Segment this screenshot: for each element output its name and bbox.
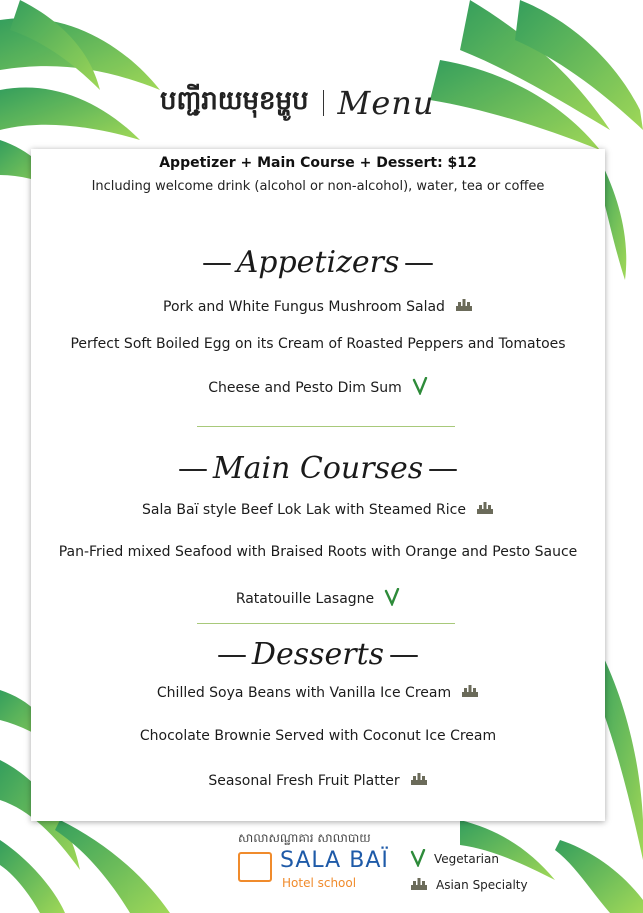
section-divider xyxy=(197,426,455,427)
asian-specialty-icon xyxy=(455,298,473,316)
section-title-main-courses: Main Courses xyxy=(31,451,605,486)
price-line: Appetizer + Main Course + Dessert: $12 xyxy=(159,155,477,171)
section-title-appetizers: Appetizers xyxy=(31,245,605,280)
title-separator xyxy=(323,90,324,116)
vegetarian-icon xyxy=(384,588,400,610)
menu-item: Perfect Soft Boiled Egg on its Cream of Roasted Peppers and Tomatoes xyxy=(70,336,566,352)
swash-left xyxy=(218,655,246,657)
logo-emblem-icon xyxy=(238,852,272,882)
including-line: Including welcome drink (alcohol or non-alcohol), water, tea or coffee xyxy=(91,179,545,194)
menu-item: Chocolate Brownie Served with Coconut Ice Cream xyxy=(139,728,497,744)
asian-specialty-icon xyxy=(476,501,494,519)
swash-left xyxy=(179,469,207,471)
menu-item: Sala Baï style Beef Lok Lak with Steamed Rice xyxy=(31,501,605,519)
logo-khmer-text: សាលាសណ្ឋាគារ សាលាបាយ xyxy=(238,831,371,845)
menu-item: Ratatouille Lasagne xyxy=(31,588,605,610)
swash-right xyxy=(429,469,457,471)
vegetarian-icon xyxy=(410,849,426,870)
legend-item-vegetarian xyxy=(410,846,528,872)
swash-right xyxy=(405,263,433,265)
legend-item-asian-specialty xyxy=(410,872,528,898)
asian-specialty-icon xyxy=(410,877,428,894)
menu-item: Pan-Fried mixed Seafood with Braised Roots with Orange and Pesto Sauce xyxy=(58,544,578,560)
menu-item: Seasonal Fresh Fruit Platter xyxy=(31,772,605,790)
asian-specialty-icon xyxy=(410,772,428,790)
section-title-desserts: Desserts xyxy=(31,637,605,672)
title-latin: Menu xyxy=(337,84,435,122)
legend-label: Asian Specialty xyxy=(436,878,528,892)
sala-bai-logo xyxy=(236,830,396,900)
menu-item: Cheese and Pesto Dim Sum xyxy=(31,377,605,399)
logo-sub-text: Hotel school xyxy=(282,876,357,890)
menu-card xyxy=(31,149,605,821)
title-khmer: បញ្ជីរាយមុខម្ហូប xyxy=(160,86,309,116)
legend xyxy=(410,846,528,898)
swash-left xyxy=(203,263,231,265)
legend-label: Vegetarian xyxy=(434,852,499,866)
asian-specialty-icon xyxy=(461,684,479,702)
section-divider xyxy=(197,623,455,624)
swash-right xyxy=(390,655,418,657)
menu-title xyxy=(160,78,434,128)
menu-item: Chilled Soya Beans with Vanilla Ice Cream xyxy=(31,684,605,702)
logo-brand-text: SALA BAÏ xyxy=(280,848,389,873)
vegetarian-icon xyxy=(412,377,428,399)
menu-item: Pork and White Fungus Mushroom Salad xyxy=(31,298,605,316)
